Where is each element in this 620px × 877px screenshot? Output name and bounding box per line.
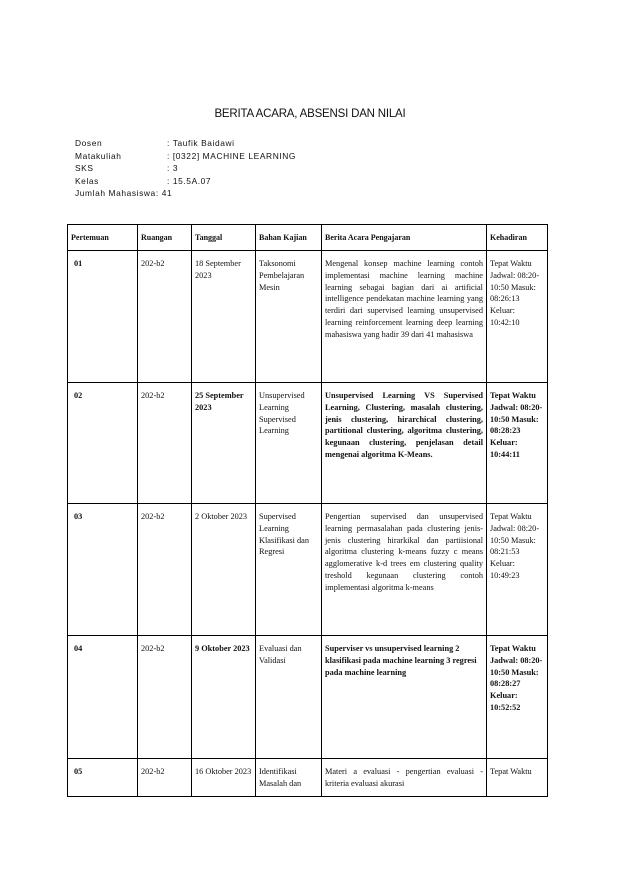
table-row	[68, 383, 548, 504]
cell-tanggal: 25 September 2023	[192, 383, 256, 504]
table-row	[68, 759, 548, 797]
cell-berita-acara: Materi a evaluasi - pengertian evaluasi - kriteria evaluasi akurasi	[322, 759, 487, 797]
info-value: : Taufik Baidawi	[167, 137, 235, 150]
cell-kehadiran: Tepat Waktu Jadwal: 08:20-10:50 Masuk: 08:28:23 Keluar: 10:44:11	[487, 383, 548, 504]
info-row-matakuliah	[75, 150, 296, 163]
cell-berita-acara: Mengenal konsep machine learning contoh implementasi machine learning machine learning sebagai bagian dari ai artificial intelligence pendekatan machine learning yang terdiri dari supervised learning unsupervised learning reinforcement learning deep learning mahasiswa yang hadir 39 dari 41 mahasiswa	[322, 251, 487, 383]
info-row-sks	[75, 162, 296, 175]
info-row-kelas	[75, 175, 296, 188]
info-row-dosen	[75, 137, 296, 150]
cell-kehadiran: Tepat Waktu Jadwal: 08:20-10:50 Masuk: 08:28:27 Keluar: 10:52:52	[487, 636, 548, 759]
cell-bahan-kajian: Evaluasi dan Validasi	[256, 636, 322, 759]
cell-bahan-kajian: Taksonomi Pembelajaran Mesin	[256, 251, 322, 383]
cell-kehadiran: Tepat Waktu Jadwal: 08:20-10:50 Masuk: 08:21:53 Keluar: 10:49:23	[487, 504, 548, 636]
cell-pertemuan: 01	[68, 251, 138, 383]
cell-berita-acara: Pengertian supervised dan unsupervised learning permasalahan pada clustering jenis-jenis clustering hirarkikal dan partiisional algoritma clustering k-means fuzzy c means agglomerative k-d trees em clustering quality treshold kegunaan clustering contoh implementasi algoritma k-means	[322, 504, 487, 636]
cell-kehadiran: Tepat Waktu Jadwal: 08:20-10:50 Masuk: 08:26:13 Keluar: 10:42:10	[487, 251, 548, 383]
column-header-kehadiran: Kehadiran	[487, 225, 548, 251]
attendance-table	[67, 224, 548, 797]
column-header-pertemuan: Pertemuan	[68, 225, 138, 251]
table-row	[68, 251, 548, 383]
info-value: : [0322] MACHINE LEARNING	[167, 150, 296, 163]
cell-berita-acara: Superviser vs unsupervised learning 2 klasifikasi pada machine learning 3 regresi pada machine learning	[322, 636, 487, 759]
info-row-jumlah-mahasiswa	[75, 187, 296, 200]
column-header-bahan-kajian: Bahan Kajian	[256, 225, 322, 251]
cell-bahan-kajian: Supervised Learning Klasifikasi dan Regresi	[256, 504, 322, 636]
info-label: Matakuliah	[75, 150, 122, 161]
cell-kehadiran: Tepat Waktu	[487, 759, 548, 797]
cell-ruangan: 202-b2	[138, 504, 192, 636]
cell-bahan-kajian: Unsupervised Learning Supervised Learning	[256, 383, 322, 504]
cell-tanggal: 9 Oktober 2023	[192, 636, 256, 759]
column-header-ruangan: Ruangan	[138, 225, 192, 251]
cell-ruangan: 202-b2	[138, 759, 192, 797]
cell-pertemuan: 04	[68, 636, 138, 759]
column-header-tanggal: Tanggal	[192, 225, 256, 251]
table-row	[68, 504, 548, 636]
cell-ruangan: 202-b2	[138, 636, 192, 759]
cell-tanggal: 16 Oktober 2023	[192, 759, 256, 797]
cell-ruangan: 202-b2	[138, 251, 192, 383]
info-label: Dosen	[75, 138, 103, 148]
table-header-row	[68, 225, 548, 251]
cell-pertemuan: 02	[68, 383, 138, 504]
info-value: : 41	[156, 187, 172, 200]
info-value: : 15.5A.07	[167, 175, 211, 188]
cell-pertemuan: 05	[68, 759, 138, 797]
info-label: Kelas	[75, 175, 99, 186]
cell-berita-acara: Unsupervised Learning VS Supervised Learning, Clustering, masalah clustering, jenis clustering, hirarchical clustering, partitional clustering, algoritma clustering, kegunaan clustering, penjelasan detail mengenai algoritma K-Means.	[322, 383, 487, 504]
info-value: : 3	[167, 162, 178, 175]
table-row	[68, 636, 548, 759]
cell-tanggal: 2 Oktober 2023	[192, 504, 256, 636]
page-title: BERITA ACARA, ABSENSI DAN NILAI	[214, 108, 406, 120]
info-label: Jumlah Mahasiswa	[75, 188, 156, 198]
column-header-berita-acara: Berita Acara Pengajaran	[322, 225, 487, 251]
cell-tanggal: 18 September 2023	[192, 251, 256, 383]
cell-pertemuan: 03	[68, 504, 138, 636]
cell-bahan-kajian: Identifikasi Masalah dan	[256, 759, 322, 797]
info-label: SKS	[75, 163, 94, 173]
cell-ruangan: 202-b2	[138, 383, 192, 504]
course-info	[75, 137, 296, 200]
